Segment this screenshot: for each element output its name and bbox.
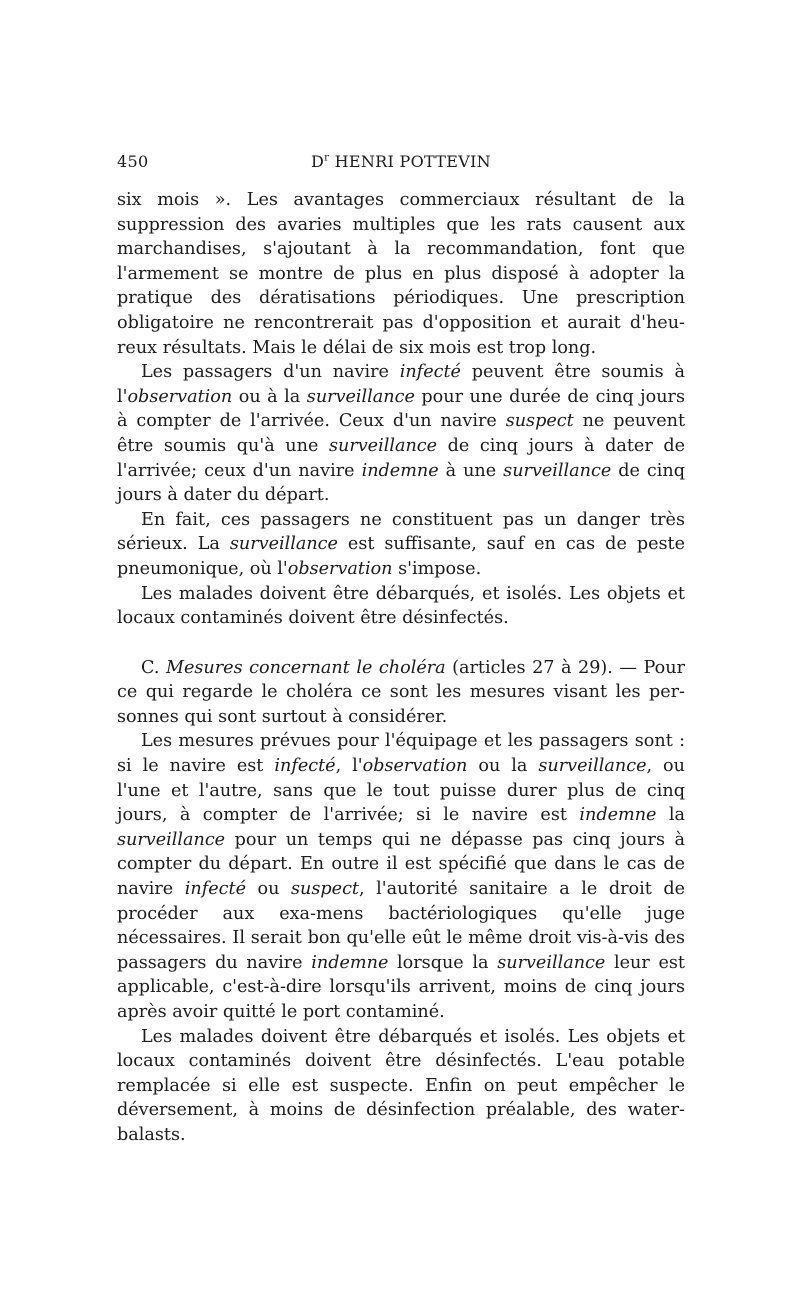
paragraph-3 — [117, 508, 685, 582]
text-run: , ou l'une et l'autre, sans que le tout puisse durer plus de cinq jours, à compter de l'arrivée; si le navire est — [117, 756, 685, 826]
text-run: de cinq jours à dater de l'arrivée; ceux d'un navire — [117, 435, 685, 481]
text-run: ou à la — [232, 386, 307, 407]
italic-term: surveillance — [497, 952, 606, 973]
text-run: Les passagers d'un navire — [141, 362, 400, 383]
running-head-title — [117, 152, 685, 171]
italic-term: indemne — [579, 805, 657, 826]
text-run: de cinq jours à dater du départ. — [117, 460, 686, 506]
italic-term: surveillance — [538, 756, 647, 777]
italic-term: observation — [362, 756, 468, 777]
text-run: Les mesures prévues pour l'équipage et les passagers sont : si le navire est — [117, 731, 685, 777]
running-head — [117, 152, 685, 180]
text-run: En fait, ces passagers ne constituent pas un danger très sérieux. La — [117, 509, 685, 555]
title-prefix: D — [311, 152, 325, 171]
text-run: s'impose. — [392, 558, 482, 579]
italic-term: infecté — [274, 756, 336, 777]
text-run: ne peuvent être soumis qu'à une — [117, 411, 686, 456]
paragraph-7 — [117, 1025, 685, 1148]
body-text — [117, 188, 685, 1148]
italic-term: infecté — [184, 879, 246, 900]
book-page — [117, 152, 685, 1148]
italic-term: surveillance — [503, 460, 612, 481]
section-spacer — [117, 631, 685, 656]
italic-term: surveillance — [229, 534, 338, 555]
italic-term: infecté — [399, 362, 461, 383]
text-run: la — [656, 805, 685, 826]
text-run: leur est applicable, c'est-à-dire lorsqu'ils arrivent, moins de cinq jours après avoir quitté le port contaminé. — [117, 952, 685, 1022]
italic-term: suspect — [291, 879, 360, 900]
text-run: , l' — [335, 756, 363, 777]
text-run: six mois ». Les avantages commerciaux résultant de la suppression des avaries multiples que les rats causent aux marchandises, s'ajoutant à la recommandation, font que l'armement se montre de plus en plus disposé à adopter la pratique des dératisations périodiques. Une prescription obligatoire ne rencontrerait pas d'opposition et aurait d'heu-reux résultats. Mais le délai de six mois est trop long. — [117, 190, 685, 358]
paragraph-2 — [117, 360, 685, 508]
paragraph-1 — [117, 188, 685, 360]
italic-term: surveillance — [306, 386, 415, 407]
text-run: ou — [245, 879, 292, 900]
italic-term: observation — [127, 386, 233, 407]
text-run: est suffisante, sauf en cas de peste pneumonique, où l' — [117, 534, 686, 579]
text-run: (articles 27 à 29). — Pour ce qui regarde le choléra ce sont les mesures visant les per-sonnes qui sont surtout à considérer. — [117, 657, 685, 727]
text-run: C. — [141, 657, 166, 678]
text-run: Les malades doivent être débarqués, et isolés. Les objets et locaux contaminés doivent être désinfectés. — [117, 583, 685, 629]
paragraph-5-section-c — [117, 656, 685, 730]
text-run: pour un temps qui ne dépasse pas cinq jours à compter du départ. En outre il est spécifié que dans le cas de navire — [117, 829, 685, 900]
text-run: pour une durée de cinq jours à compter de l'arrivée. Ceux d'un navire — [117, 386, 685, 432]
italic-term: surveillance — [117, 829, 226, 850]
section-heading-italic: Mesures concernant le choléra — [165, 657, 446, 678]
title-name: HENRI POTTEVIN — [329, 152, 491, 171]
italic-term: indemne — [361, 460, 439, 481]
text-run: , l'autorité sanitaire a le droit de procéder aux exa-mens bactériologiques qu'elle juge nécessaires. Il serait bon qu'elle eût le même droit vis-à-vis des passagers du navire — [117, 879, 686, 973]
italic-term: observation — [287, 558, 393, 579]
italic-term: suspect — [505, 411, 574, 432]
italic-term: surveillance — [328, 435, 438, 456]
page-number: 450 — [117, 152, 149, 171]
paragraph-4 — [117, 582, 685, 631]
text-run: peuvent être soumis à l' — [117, 362, 685, 407]
text-run: lorsque la — [388, 952, 498, 973]
text-run: Les malades doivent être débarqués et isolés. Les objets et locaux contaminés doivent être désinfectés. L'eau potable remplacée si elle est suspecte. Enfin on peut empêcher le déversement, à moins de désinfection préalable, des water-balasts. — [117, 1026, 685, 1145]
italic-term: indemne — [311, 952, 389, 973]
paragraph-6 — [117, 729, 685, 1024]
text-run: à une — [438, 460, 504, 481]
title-superscript: r — [324, 152, 330, 164]
text-run: ou la — [467, 756, 539, 777]
